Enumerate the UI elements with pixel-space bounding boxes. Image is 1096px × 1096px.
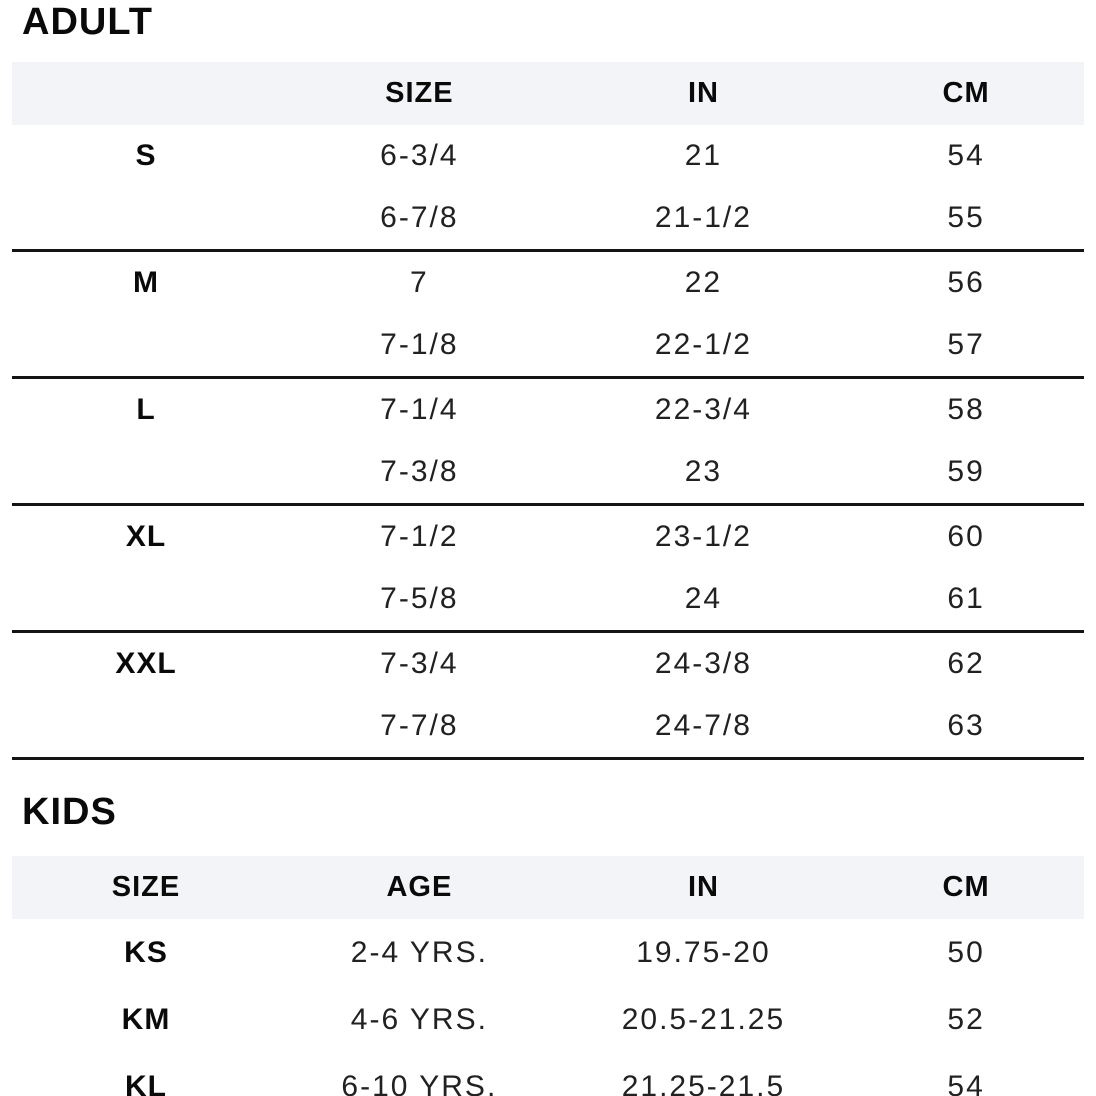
cm-value: 60 [947,520,985,553]
table-row [12,378,1084,442]
kids-header-size: SIZE [12,856,280,919]
cm-value: 52 [947,1002,985,1036]
size-value: 6-3/4 [380,139,459,172]
kids-header-row [12,856,1084,919]
size-value: 7-7/8 [380,709,459,742]
table-row [12,695,1084,759]
cm-value: 59 [947,455,985,488]
age-value: 6-10 YRS. [341,1069,498,1096]
in-value: 20.5-21.25 [621,1002,786,1036]
cm-value: 54 [947,1069,985,1096]
adult-header-in: IN [559,62,848,125]
size-label: S [135,139,157,172]
cm-value: 55 [947,201,985,234]
adult-size-table [12,62,1084,760]
table-row [12,1053,1084,1096]
table-row [12,125,1084,187]
cm-value: 56 [947,266,985,299]
in-value: 19.75-20 [636,935,771,969]
size-value: 7-3/8 [380,455,459,488]
table-row [12,986,1084,1053]
kids-header-cm: CM [848,856,1084,919]
in-value: 24 [684,582,723,615]
adult-size-group-xl [12,505,1084,632]
size-label: XXL [115,647,177,680]
cm-value: 62 [947,647,985,680]
table-row [12,505,1084,569]
in-value: 21.25-21.5 [621,1069,786,1096]
kids-size-table [12,856,1084,1096]
kids-size-label: KS [124,935,168,969]
cm-value: 54 [947,139,985,172]
size-value: 7-1/8 [380,328,459,361]
age-value: 2-4 YRS. [350,935,488,969]
kids-table-header [12,856,1084,919]
adult-size-group-xxl [12,632,1084,759]
table-row [12,919,1084,986]
kids-header-age: AGE [280,856,559,919]
cm-value: 57 [947,328,985,361]
in-value: 22-3/4 [654,393,752,426]
size-label [12,568,280,632]
in-value: 24-3/8 [654,647,752,680]
size-label [12,187,280,251]
size-value: 7-3/4 [380,647,459,680]
adult-table-header [12,62,1084,125]
table-row [12,314,1084,378]
size-value: 7 [410,266,429,299]
in-value: 22-1/2 [654,328,752,361]
adult-header-blank [12,62,280,125]
size-label [12,314,280,378]
adult-size-group-s [12,125,1084,251]
size-label: XL [125,520,167,553]
adult-size-group-m [12,251,1084,378]
adult-header-size: SIZE [280,62,559,125]
size-label [12,441,280,505]
size-value: 7-5/8 [380,582,459,615]
adult-header-row [12,62,1084,125]
kids-header-in: IN [559,856,848,919]
table-row [12,441,1084,505]
kids-size-label: KL [125,1069,167,1096]
kids-section-title: KIDS [22,791,117,833]
in-value: 21 [684,139,723,172]
size-label [12,695,280,759]
size-label: M [133,266,159,299]
in-value: 23 [684,455,723,488]
adult-section-title: ADULT [22,1,153,43]
cm-value: 50 [947,935,985,969]
table-row [12,251,1084,315]
size-value: 7-1/4 [380,393,459,426]
in-value: 23-1/2 [654,520,752,553]
cm-value: 63 [947,709,985,742]
adult-header-cm: CM [848,62,1084,125]
in-value: 21-1/2 [654,201,752,234]
table-row [12,568,1084,632]
in-value: 24-7/8 [654,709,752,742]
cm-value: 58 [947,393,985,426]
age-value: 4-6 YRS. [350,1002,488,1036]
table-row [12,632,1084,696]
kids-table-body [12,919,1084,1096]
size-value: 6-7/8 [380,201,459,234]
kids-size-label: KM [121,1002,171,1036]
in-value: 22 [684,266,723,299]
cm-value: 61 [947,582,985,615]
adult-size-group-l [12,378,1084,505]
table-row [12,187,1084,251]
size-value: 7-1/2 [380,520,459,553]
size-label: L [136,393,156,426]
